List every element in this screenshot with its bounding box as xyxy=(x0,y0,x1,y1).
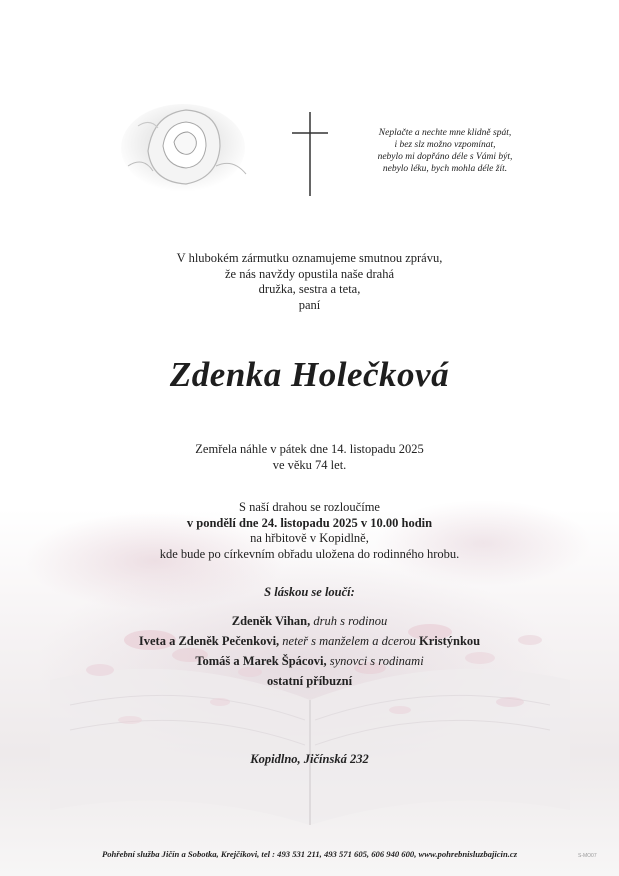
mourner-row xyxy=(0,631,619,651)
cross-icon xyxy=(292,112,328,196)
intro-line: že nás navždy opustila naše drahá xyxy=(224,266,395,281)
mourners-list xyxy=(0,611,619,691)
mourner-row xyxy=(0,611,619,631)
mourner-name-extra: Kristýnkou xyxy=(415,634,481,648)
death-date-line: Zemřela náhle v pátek dne 14. listopadu 2025 xyxy=(195,442,424,456)
mourner-name: Iveta a Zdeněk Pečenkovi, xyxy=(138,634,280,648)
mourner-name: Tomáš a Marek Špácovi, xyxy=(195,654,327,668)
death-details xyxy=(0,442,619,473)
funeral-date-line: v pondělí dne 24. listopadu 2025 v 10.00 hodin xyxy=(186,515,433,530)
deceased-name: Zdenka Holečková xyxy=(169,355,450,394)
intro-line: družka, sestra a teta, xyxy=(258,282,361,296)
death-age-line: ve věku 74 let. xyxy=(272,457,347,472)
poem-line: i bez slz možno vzpomínat, xyxy=(394,140,496,150)
mourner-name: ostatní příbuzní xyxy=(266,674,353,688)
poem-line: nebylo mi dopřáno déle s Vámi být, xyxy=(377,152,513,162)
mourner-relation: neteř s manželem a dcerou xyxy=(279,634,416,648)
mourner-relation: druh s rodinou xyxy=(310,614,388,628)
announcement-intro xyxy=(0,251,619,313)
mourner-name: Zdeněk Vihan, xyxy=(231,614,311,628)
farewell-intro-line: S naší drahou se rozloučíme xyxy=(239,500,380,514)
poem-line: Neplačte a nechte mne klidně spát, xyxy=(378,128,512,138)
funeral-details xyxy=(0,500,619,562)
mourner-relation: synovci s rodinami xyxy=(326,654,424,668)
mourning-address: Kopidlno, Jičínská 232 xyxy=(250,752,369,766)
poem xyxy=(350,127,540,175)
poem-line: nebylo léku, bych mohla déle žít. xyxy=(382,164,508,174)
intro-line: paní xyxy=(298,297,321,312)
mourner-row xyxy=(0,671,619,691)
funeral-location-line: na hřbitově v Kopidlně, xyxy=(250,531,369,545)
rose-image xyxy=(108,96,258,204)
intro-line: V hlubokém zármutku oznamujeme smutnou zprávu, xyxy=(176,251,443,265)
funeral-burial-line: kde bude po církevním obřadu uložena do rodinného hrobu. xyxy=(159,546,460,561)
template-code: S-MO07 xyxy=(578,853,597,859)
mourners-heading: S láskou se loučí: xyxy=(264,585,355,599)
funeral-service-footer: Pohřební služba Jičín a Sobotka, Krejčíkovi, tel : 493 531 211, 493 571 605, 606 940 600, www.pohrebnisluzbajicin.cz xyxy=(101,849,518,859)
mourner-row xyxy=(0,651,619,671)
